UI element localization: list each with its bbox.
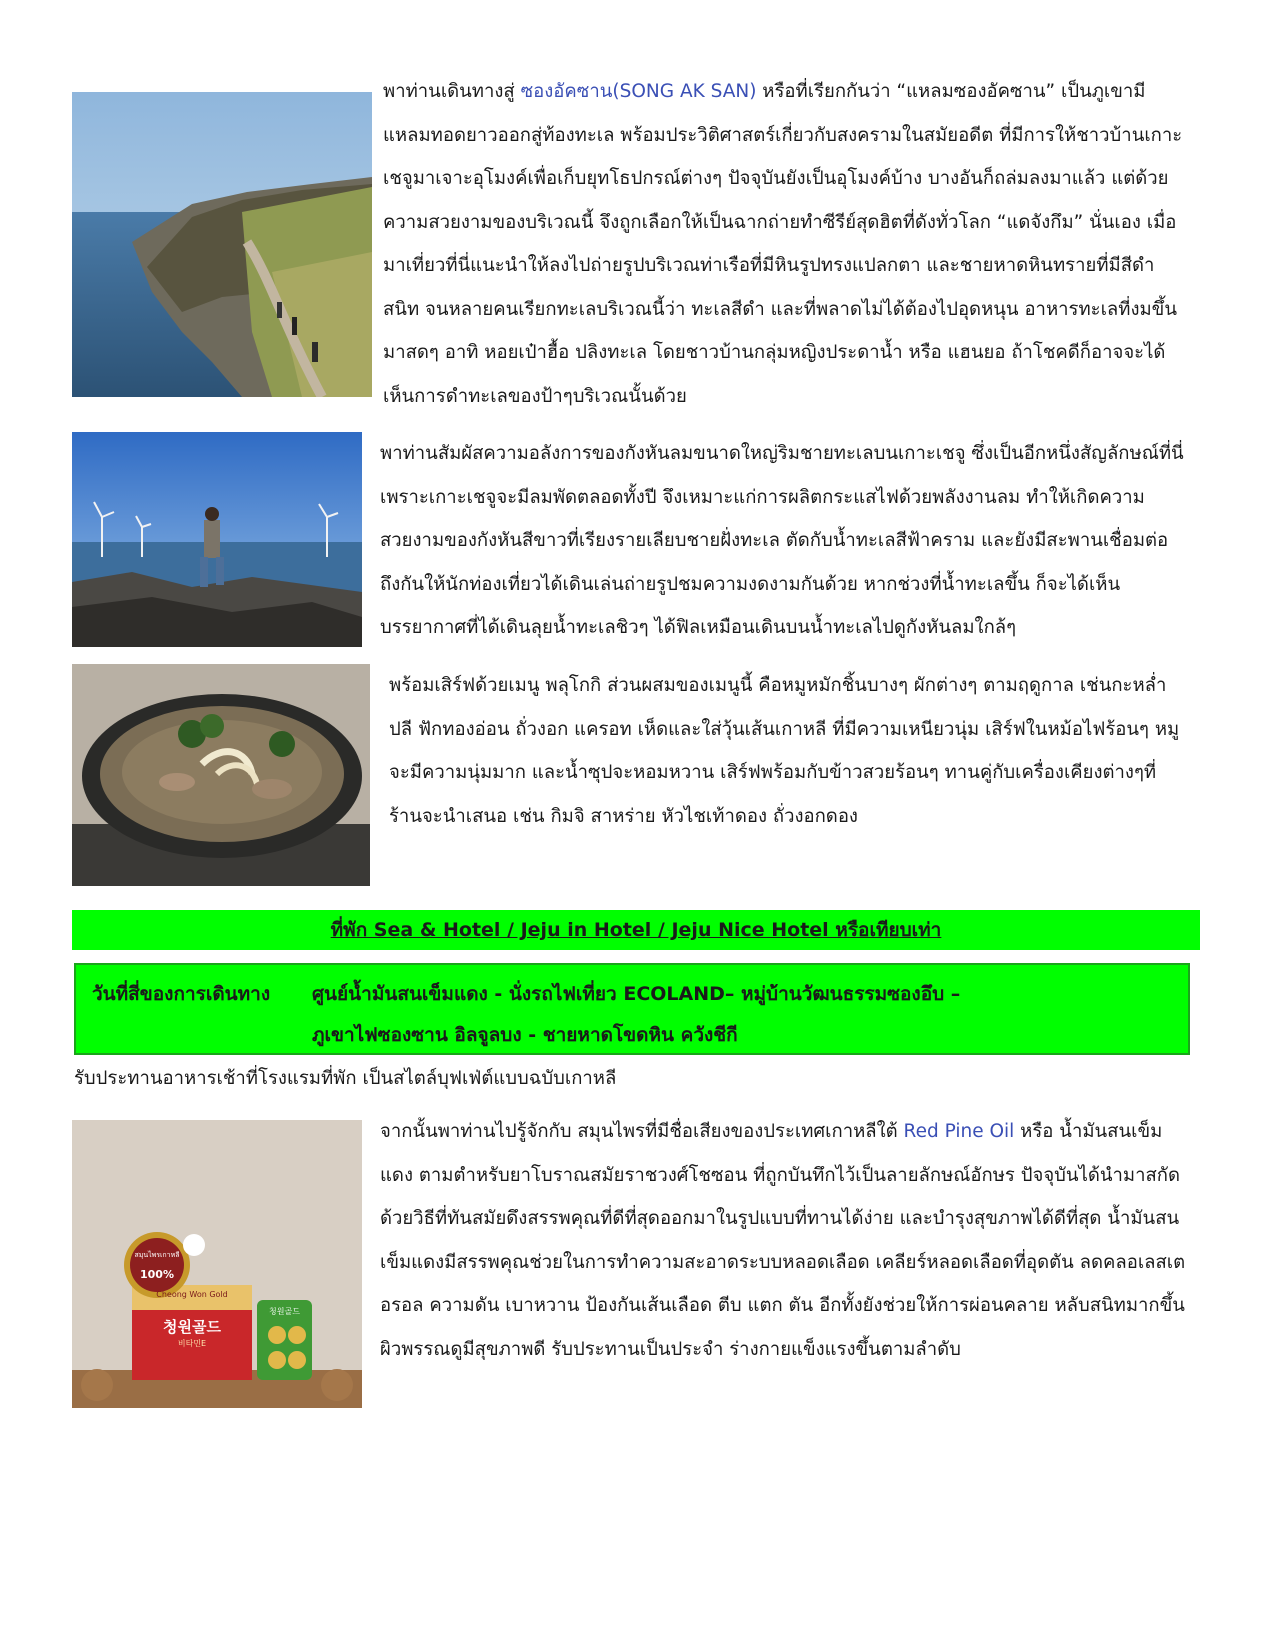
red-pine-oil-photo <box>72 1120 362 1408</box>
day4-itinerary-line2: ภูเขาไฟซองซาน อิลจูลบง - ชายหาดโขดหิน ควังชีกี <box>312 1024 738 1046</box>
day4-itinerary-line1: ศูนย์น้ำมันสนเข็มแดง - นั่งรถไฟเที่ยว ECOLAND– หมู่บ้านวัฒนธรรมซองอึบ – <box>312 983 961 1005</box>
red-pine-oil-highlight: Red Pine Oil <box>903 1121 1015 1142</box>
product-box-sub: 비타민E <box>177 1339 207 1348</box>
product-badge-top: สมุนไพรเกาหลี <box>134 1251 180 1259</box>
product-box-en: Cheong Won Gold <box>156 1290 228 1299</box>
hotel-banner <box>72 910 1200 950</box>
day4-label: วันที่สี่ของการเดินทาง <box>92 983 271 1005</box>
product-blister-label: 청원골드 <box>269 1307 300 1316</box>
product-box-kr: 청원골드 <box>163 1318 221 1336</box>
product-badge-percent: 100% <box>140 1268 174 1281</box>
bulgogi-paragraph: พร้อมเสิร์ฟด้วยเมนู พลุโกกิ ส่วนผสมของเมนูนี้ คือหมูหมักชิ้นบางๆ ผักต่างๆ ตามฤดูกาล เช่นกะหล่ำปลี ฟักทองอ่อน ถั่วงอก แครอท เห็ดและใส่วุ้นเส้นเกาหลี ที่มีความเหนียวนุ่ม เสิร์ฟในหม้อไฟร้อนๆ หมูจะมีความนุ่มมาก และน้ำซุปจะหอมหวาน เสิร์ฟพร้อมกับข้าวสวยร้อนๆ ทานคู่กับเครื่องเคียงต่างๆที่ร้านจะนำเสนอ เช่น กิมจิ สาหร่าย หัวไชเท้าดอง ถั่วงอกดอง <box>389 675 1180 827</box>
breakfast-text: รับประทานอาหารเช้าที่โรงแรมที่พัก เป็นสไตล์บุฟเฟ่ต์แบบฉบับเกาหลี <box>74 1068 617 1089</box>
hotel-text: ที่พัก Sea & Hotel / Jeju in Hotel / Jeju Nice Hotel หรือเทียบเท่า <box>330 919 942 941</box>
songaksan-paragraph: พาท่านเดินทางสู่ ซองอัคซาน(SONG AK SAN) หรือที่เรียกกันว่า “แหลมซองอัคซาน” เป็นภูเขามีแหลมทอดยาวออกสู่ท้องทะเล พร้อมประวิติศาสตร์เกี่ยวกับสงครามในสมัยอดีต ที่มีการให้ชาวบ้านเกาะเชจูมาเจาะอุโมงค์เพื่อเก็บยุทโธปกรณ์ต่างๆ ปัจจุบันยังเป็นอุโมงค์บ้าง บางอันก็ถล่มลงมาแล้ว แต่ด้วยความสวยงามของบริเวณนี้ จึงถูกเลือกให้เป็นฉากถ่ายทำซีรีย์สุดฮิตที่ดังทั่วโลก “แดจังกึม” นั่นเอง เมื่อมาเที่ยวที่นี่แนะนำให้ลงไปถ่ายรูปบริเวณท่าเรือที่มีหินรูปทรงแปลกตา และชายหาดหินทรายที่มีสีดำสนิท จนหลายคนเรียกทะเลบริเวณนี้ว่า ทะเลสีดำ และที่พลาดไม่ได้ต้องไปอุดหนุน อาหารทะเลที่งมขึ้นมาสดๆ อาทิ หอยเป๋าฮื้อ ปลิงทะเล โดยชาวบ้านกลุ่มหญิงประดาน้ำ หรือ แฮนยอ ถ้าโชคดีก็อาจจะได้เห็นการดำทะเลของป้าๆบริเวณนั้นด้วย <box>383 81 1183 407</box>
songaksan-highlight: ซองอัคซาน(SONG AK SAN) <box>520 81 757 102</box>
songaksan-photo <box>72 92 372 397</box>
windmill-paragraph: พาท่านสัมผัสความอลังการของกังหันลมขนาดใหญ่ริมชายทะเลบนเกาะเชจู ซึ่งเป็นอีกหนึ่งสัญลักษณ์ที่นี่ เพราะเกาะเชจูจะมีลมพัดตลอดทั้งปี จึงเหมาะแก่การผลิตกระแสไฟด้วยพลังงานลม ทำให้เกิดความสวยงามของกังหันสีขาวที่เรียงรายเลียบชายฝั่งทะเล ตัดกับน้ำทะเลสีฟ้าคราม และยังมีสะพานเชื่อมต่อถึงกันให้นักท่องเที่ยวได้เดินเล่นถ่ายรูปชมความงดงามกันด้วย หากช่วงที่น้ำทะเลขึ้น ก็จะได้เห็นบรรยากาศที่ได้เดินลุยน้ำทะเลชิวๆ ได้ฟิลเหมือนเดินบนน้ำทะเลไปดูกังหันลมใกล้ๆ <box>380 443 1184 638</box>
windmill-photo <box>72 432 362 647</box>
bulgogi-photo <box>72 664 370 886</box>
day4-banner <box>74 963 1190 1055</box>
red-pine-oil-paragraph: จากนั้นพาท่านไปรู้จักกับ สมุนไพรที่มีชื่อเสียงของประเทศเกาหลีใต้ Red Pine Oil หรือ น้ำมันสนเข็มแดง ตามตำหรับยาโบราณสมัยราชวงศ์โชซอน ที่ถูกบันทึกไว้เป็นลายลักษณ์อักษร ปัจจุบันได้นำมาสกัดด้วยวิธีที่ทันสมัยดึงสรรพคุณที่ดีที่สุดออกมาในรูปแบบที่ทานได้ง่าย และบำรุงสุขภาพได้ดีที่สุด น้ำมันสนเข็มแดงมีสรรพคุณช่วยในการทำความสะอาดระบบหลอดเลือด เคลียร์หลอดเลือดที่อุดตัน ลดคลอเลสเตอรอล ความดัน เบาหวาน ป้องกันเส้นเลือด ตีบ แตก ตัน อีกทั้งยังช่วยให้การผ่อนคลาย หลับสนิทมากขึ้น ผิวพรรณดูมีสุขภาพดี รับประทานเป็นประจำ ร่างกายแข็งแรงขึ้นตามลำดับ <box>380 1121 1186 1360</box>
